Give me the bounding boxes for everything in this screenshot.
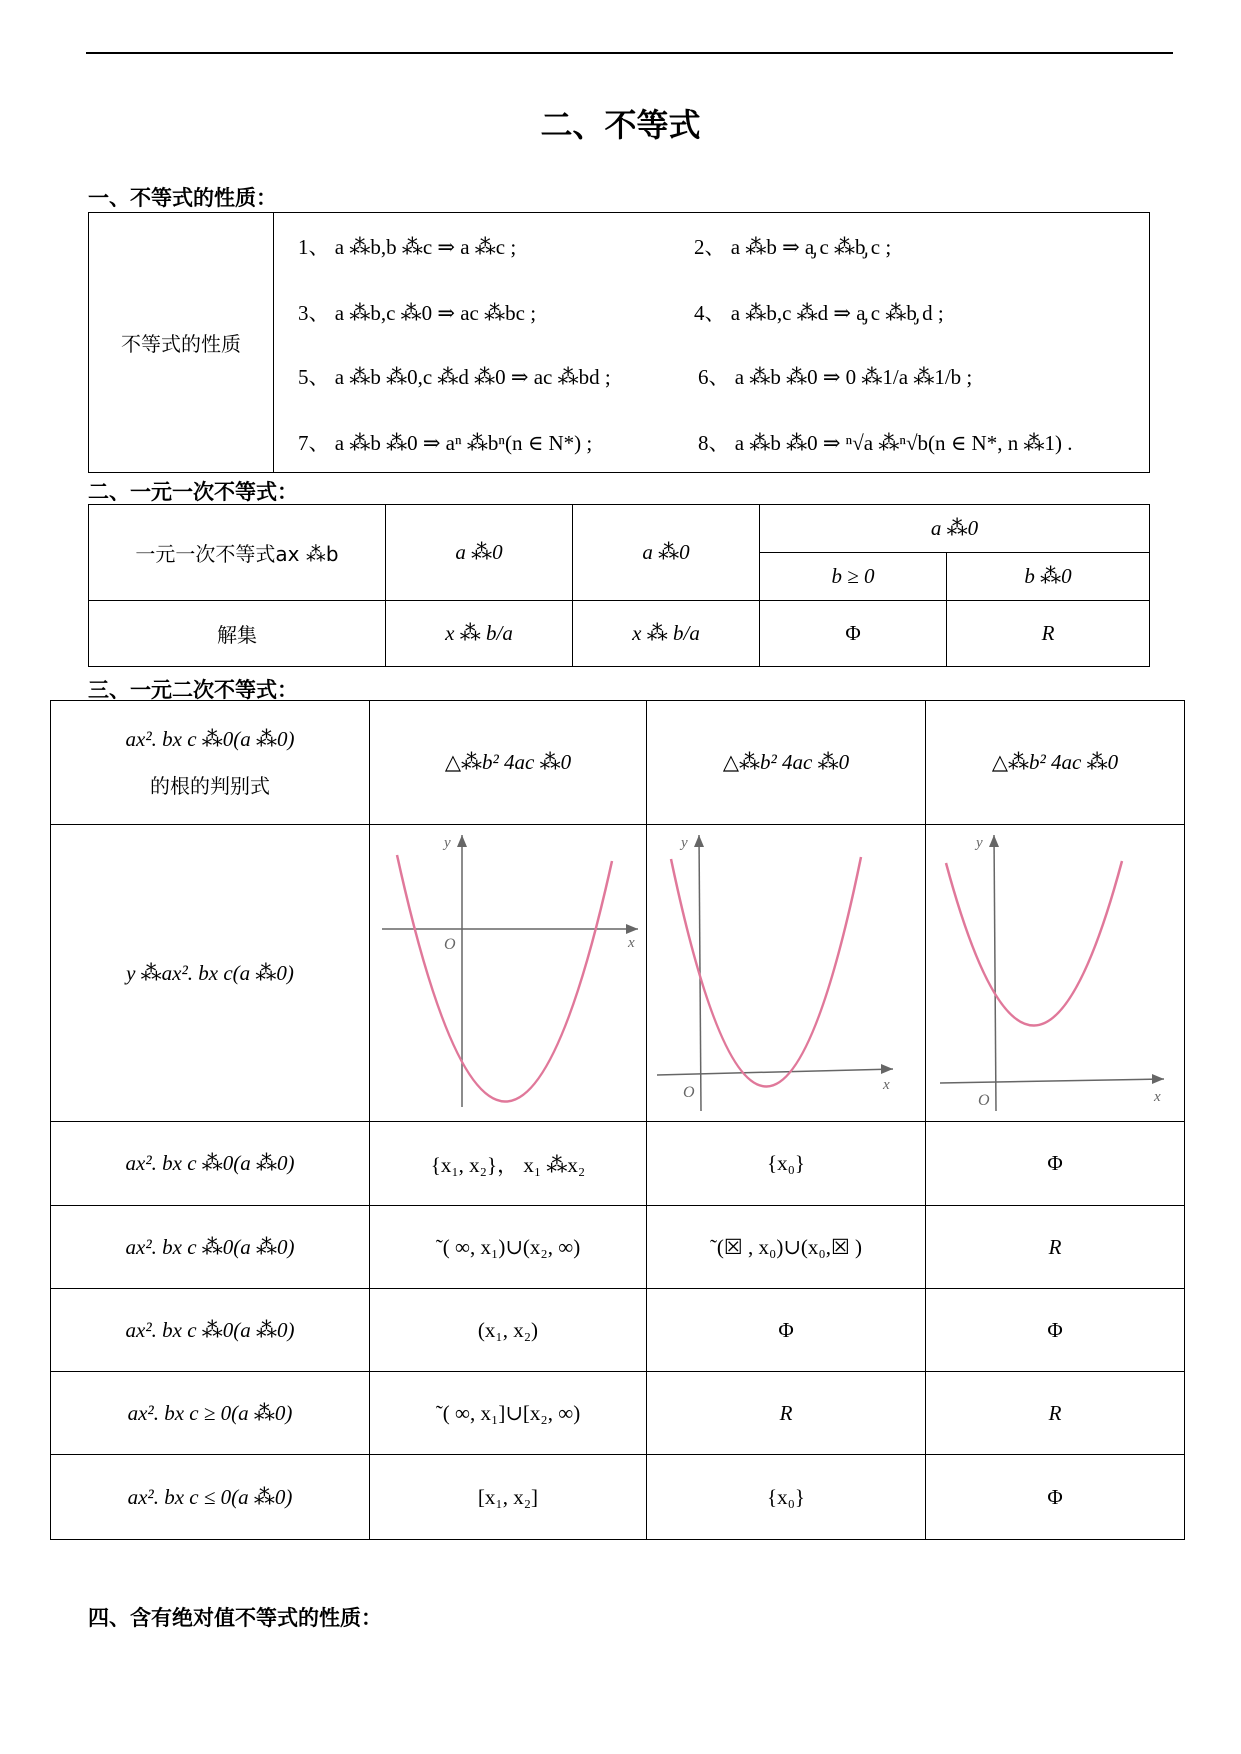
discriminant-label — [51, 701, 370, 825]
origin-label: O — [683, 1084, 695, 1101]
property-5: 5、 a ⁂b ⁂0,c ⁂d ⁂0 ⇒ ac ⁂bd ; — [298, 365, 611, 389]
inequality-lt-one: Φ — [647, 1289, 926, 1372]
y-axis-arrow-icon — [457, 835, 467, 847]
property-6: 6、 a ⁂b ⁂0 ⇒ 0 ⁂1/a ⁂1/b ; — [698, 365, 973, 389]
x-axis — [940, 1079, 1164, 1083]
section-heading-quadratic: 三、一元二次不等式： — [88, 678, 298, 702]
solution-2: x ⁂ b/a — [573, 601, 760, 667]
linear-inequality-table — [88, 504, 1150, 667]
y-axis-label: y — [681, 835, 688, 851]
inequality-gt-label: ax². bx c ⁂0(a ⁂0) — [51, 1206, 370, 1289]
inequality-gt-one: ˜(☒ , x₀)∪(x₀,☒ ) — [647, 1206, 926, 1289]
property-3: 3、 a ⁂b,c ⁂0 ⇒ ac ⁂bc ; — [298, 301, 537, 325]
linear-case-a-neg: a ⁂0 — [573, 505, 760, 601]
properties-table — [88, 212, 1150, 473]
x-axis-arrow-icon — [881, 1064, 893, 1074]
discriminant-label-line1: ax². bx c ⁂0(a ⁂0) — [125, 726, 295, 751]
parabola-curve — [946, 861, 1122, 1026]
linear-case-a-zero: a ⁂0 — [760, 505, 1150, 553]
inequality-lt-two: (x₁, x₂) — [370, 1289, 647, 1372]
y-axis-arrow-icon — [694, 835, 704, 847]
equation-roots-none: Φ — [926, 1122, 1185, 1206]
inequality-ge-two: ˜( ∞, x₁]∪[x₂, ∞) — [370, 1372, 647, 1455]
graph-cell-no-root — [926, 825, 1185, 1122]
linear-case-b-nonneg: b ≥ 0 — [760, 553, 947, 601]
graph-cell-one-root — [647, 825, 926, 1122]
inequality-le-label: ax². bx c ≤ 0(a ⁂0) — [51, 1455, 370, 1540]
x-axis-arrow-icon — [626, 924, 638, 934]
solution-3: Φ — [760, 601, 947, 667]
delta-positive: △⁂b² 4ac ⁂0 — [370, 701, 647, 825]
property-7: 7、 a ⁂b ⁂0 ⇒ aⁿ ⁂bⁿ(n ∈ N*) ; — [298, 431, 593, 455]
property-4: 4、 a ⁂b,c ⁂d ⇒ a̡ c ⁂b̡ d ; — [694, 301, 944, 325]
page-title: 二、不等式 — [540, 106, 701, 144]
graph-cell-two-roots — [370, 825, 647, 1122]
inequality-gt-none: R — [926, 1206, 1185, 1289]
origin-label: O — [444, 936, 456, 953]
inequality-le-none: Φ — [926, 1455, 1185, 1540]
property-8: 8、 a ⁂b ⁂0 ⇒ ⁿ√a ⁂ⁿ√b(n ∈ N*, n ⁂1) . — [698, 431, 1073, 455]
solution-1: x ⁂ b/a — [386, 601, 573, 667]
y-axis-label: y — [976, 835, 983, 851]
x-axis-arrow-icon — [1152, 1074, 1164, 1084]
equation-roots-one: {x₀} — [647, 1122, 926, 1206]
inequality-lt-none: Φ — [926, 1289, 1185, 1372]
x-axis — [657, 1069, 893, 1075]
inequality-le-two: [x₁, x₂] — [370, 1455, 647, 1540]
section-heading-linear: 二、一元一次不等式： — [88, 480, 298, 504]
section-heading-properties: 一、不等式的性质： — [88, 186, 277, 210]
parabola-curve — [397, 855, 612, 1102]
inequality-ge-one: R — [647, 1372, 926, 1455]
inequality-ge-none: R — [926, 1372, 1185, 1455]
linear-case-b-neg: b ⁂0 — [947, 553, 1150, 601]
parabola-two-roots-graph — [370, 825, 646, 1115]
inequality-lt-label: ax². bx c ⁂0(a ⁂0) — [51, 1289, 370, 1372]
solution-set-label: 解集 — [89, 601, 386, 667]
y-axis — [994, 835, 996, 1111]
y-axis-label: y — [444, 835, 451, 851]
quadratic-inequality-table — [50, 700, 1185, 1540]
parabola-one-root-graph — [647, 825, 925, 1115]
linear-row-label: 一元一次不等式ax ⁂b — [89, 505, 386, 601]
section-heading-absolute: 四、含有绝对值不等式的性质： — [88, 1606, 382, 1630]
inequality-gt-two: ˜( ∞, x₁)∪(x₂, ∞) — [370, 1206, 647, 1289]
header-rule — [86, 52, 1173, 54]
equation-label: ax². bx c ⁂0(a ⁂0) — [51, 1122, 370, 1206]
inequality-le-one: {x₀} — [647, 1455, 926, 1540]
solution-4: R — [947, 601, 1150, 667]
equation-roots-two: {x₁, x₂}， x₁ ⁂x₂ — [370, 1122, 647, 1206]
y-axis-arrow-icon — [989, 835, 999, 847]
linear-case-a-pos: a ⁂0 — [386, 505, 573, 601]
function-label: y ⁂ax². bx c(a ⁂0) — [51, 825, 370, 1122]
property-2: 2、 a ⁂b ⇒ a̡ c ⁂b̡ c ; — [694, 235, 892, 259]
properties-label: 不等式的性质 — [89, 213, 274, 473]
x-axis-label: x — [1154, 1089, 1161, 1105]
property-1: 1、 a ⁂b,b ⁂c ⇒ a ⁂c ; — [298, 235, 517, 259]
parabola-no-root-graph — [926, 825, 1184, 1115]
properties-cell — [274, 213, 1150, 473]
origin-label: O — [978, 1092, 990, 1109]
x-axis-label: x — [628, 935, 635, 951]
delta-zero: △⁂b² 4ac ⁂0 — [647, 701, 926, 825]
inequality-ge-label: ax². bx c ≥ 0(a ⁂0) — [51, 1372, 370, 1455]
x-axis-label: x — [883, 1077, 890, 1093]
delta-negative: △⁂b² 4ac ⁂0 — [926, 701, 1185, 825]
discriminant-label-line2: 的根的判别式 — [150, 773, 270, 798]
